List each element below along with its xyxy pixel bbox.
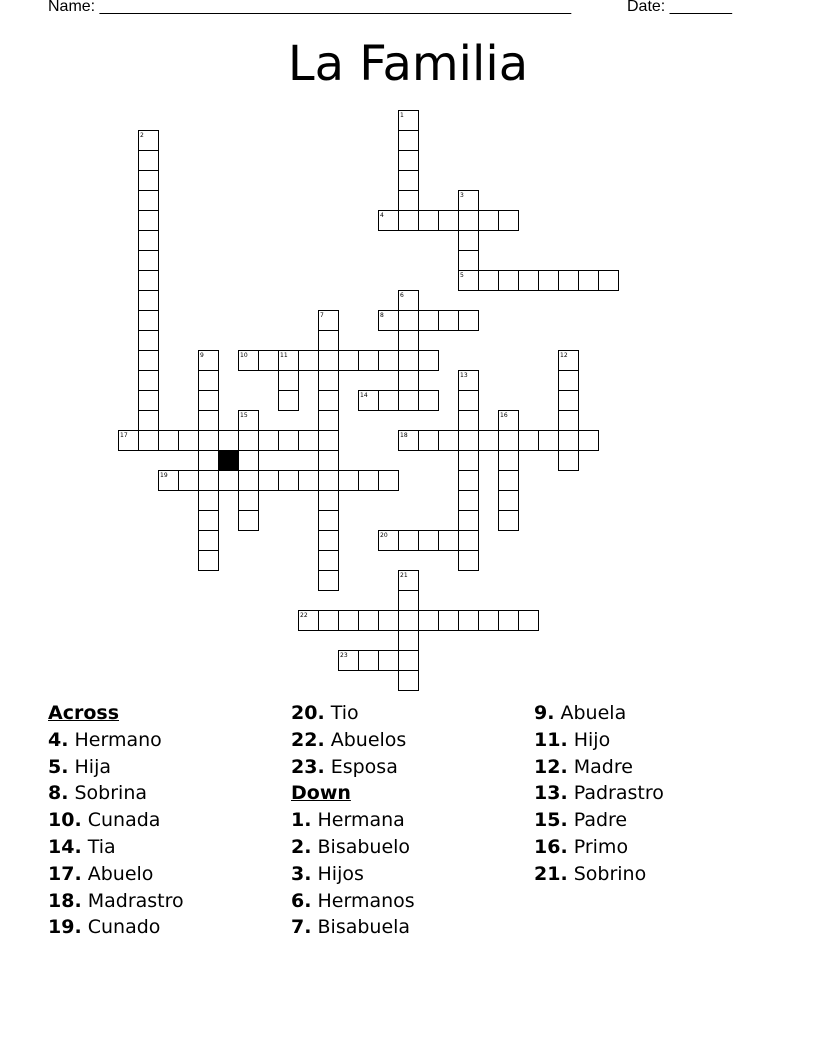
grid-cell[interactable]: [399, 311, 419, 331]
grid-cell[interactable]: [459, 431, 479, 451]
cell-number: 21: [400, 572, 408, 579]
date-line[interactable]: Date: _______: [627, 0, 732, 15]
grid-cell[interactable]: [559, 391, 579, 411]
grid-cell[interactable]: [259, 351, 279, 371]
clue-text: Cunado: [87, 916, 161, 939]
grid-cell[interactable]: [559, 431, 579, 451]
clue-item: [291, 807, 415, 834]
clue-text: Hermano: [74, 728, 162, 751]
clue-number: 8.: [48, 782, 69, 805]
grid-cell[interactable]: [399, 151, 419, 171]
grid-cell[interactable]: [439, 311, 459, 331]
clue-text: Padre: [573, 809, 628, 832]
clue-text: Tia: [87, 835, 116, 858]
clue-text: Padrastro: [573, 782, 664, 805]
cell-number: 23: [340, 652, 348, 659]
cell-number: 1: [400, 112, 404, 119]
grid-cell[interactable]: [379, 651, 399, 671]
clue-item: [534, 834, 664, 861]
clue-number: 19.: [48, 916, 82, 939]
grid-cell[interactable]: [319, 611, 339, 631]
grid-cell[interactable]: [459, 511, 479, 531]
grid-cell[interactable]: [499, 511, 519, 531]
clue-text: Hijo: [573, 728, 611, 751]
clue-number: 12.: [534, 755, 568, 778]
grid-cell[interactable]: [139, 171, 159, 191]
clue-item: [534, 780, 664, 807]
grid-cell[interactable]: [339, 471, 359, 491]
grid-cell[interactable]: [499, 491, 519, 511]
clue-item: [48, 780, 184, 807]
clue-number: 20.: [291, 702, 325, 724]
grid-cell[interactable]: [319, 411, 339, 431]
grid-cell[interactable]: [459, 551, 479, 571]
clue-number: 14.: [48, 835, 82, 858]
grid-cell[interactable]: [299, 351, 319, 371]
grid-cell[interactable]: [179, 471, 199, 491]
clue-number: 18.: [48, 889, 82, 912]
clue-item: [534, 861, 664, 888]
clue-item: [48, 861, 184, 888]
clue-number: 6.: [291, 889, 312, 912]
grid-cell[interactable]: [399, 531, 419, 551]
cell-number: 10: [240, 352, 248, 359]
clue-number: 11.: [534, 728, 568, 751]
clue-number: 10.: [48, 809, 82, 832]
cell-number: 11: [280, 352, 288, 359]
grid-cell[interactable]: [139, 191, 159, 211]
black-square: [219, 451, 239, 471]
grid-cell[interactable]: [199, 391, 219, 411]
grid-cell[interactable]: [259, 431, 279, 451]
grid-cell[interactable]: [419, 311, 439, 331]
cell-number: 9: [200, 352, 204, 359]
clue-item: [48, 834, 184, 861]
clue-item: [534, 700, 664, 727]
grid-cell[interactable]: [439, 211, 459, 231]
grid-cell[interactable]: [179, 431, 199, 451]
grid-cell[interactable]: [399, 671, 419, 691]
grid-cell[interactable]: [139, 311, 159, 331]
grid-cell[interactable]: [139, 231, 159, 251]
clue-number: 4.: [48, 728, 69, 751]
grid-cell[interactable]: [199, 471, 219, 491]
clue-item: [291, 888, 415, 915]
clue-number: 5.: [48, 755, 69, 778]
grid-cell[interactable]: [239, 511, 259, 531]
clue-item: [48, 754, 184, 781]
clue-text: Abuelos: [330, 728, 407, 751]
grid-cell[interactable]: [139, 211, 159, 231]
grid-cell[interactable]: [219, 431, 239, 451]
grid-cell[interactable]: [519, 431, 539, 451]
grid-cell[interactable]: [199, 531, 219, 551]
clue-item: [534, 754, 664, 781]
cell-number: 16: [500, 412, 508, 419]
clue-text: Hermana: [317, 809, 405, 832]
grid-cell[interactable]: [339, 351, 359, 371]
grid-cell[interactable]: [399, 131, 419, 151]
grid-cell[interactable]: [299, 471, 319, 491]
grid-cell[interactable]: [459, 251, 479, 271]
grid-cell[interactable]: [459, 491, 479, 511]
grid-cell[interactable]: [379, 611, 399, 631]
cell-number: 18: [400, 432, 408, 439]
grid-cell[interactable]: [399, 631, 419, 651]
grid-cell[interactable]: [559, 371, 579, 391]
clue-heading: Across: [48, 702, 120, 724]
clue-item: [534, 727, 664, 754]
grid-cell[interactable]: [479, 431, 499, 451]
grid-cell[interactable]: [359, 611, 379, 631]
grid-cell[interactable]: [399, 371, 419, 391]
grid-cell[interactable]: [139, 391, 159, 411]
grid-cell[interactable]: [199, 371, 219, 391]
clue-text: Abuelo: [87, 862, 154, 885]
cell-number: 13: [460, 372, 468, 379]
grid-cell[interactable]: [219, 471, 239, 491]
clue-text: Cunada: [87, 809, 161, 832]
clue-number: 9.: [534, 702, 555, 724]
grid-cell[interactable]: [519, 271, 539, 291]
clue-text: Madrastro: [87, 889, 184, 912]
grid-cell[interactable]: [299, 431, 319, 451]
clue-number: 2.: [291, 835, 312, 858]
grid-cell[interactable]: [439, 611, 459, 631]
grid-cell[interactable]: [399, 651, 419, 671]
clue-number: 7.: [291, 916, 312, 939]
grid-cell[interactable]: [139, 291, 159, 311]
clue-number: 1.: [291, 809, 312, 832]
cell-number: 7: [320, 312, 324, 319]
clue-item: [48, 807, 184, 834]
clues-column-1: [48, 700, 184, 941]
cell-number: 2: [140, 132, 144, 139]
page-title: La Familia: [287, 36, 529, 92]
grid-cell[interactable]: [459, 531, 479, 551]
grid-cell[interactable]: [499, 431, 519, 451]
grid-cell[interactable]: [439, 531, 459, 551]
clues-column-3: [534, 700, 664, 888]
clue-text: Tio: [330, 702, 359, 724]
grid-cell[interactable]: [319, 451, 339, 471]
clue-item: [291, 754, 415, 781]
grid-cell[interactable]: [579, 271, 599, 291]
cell-number: 20: [380, 532, 388, 539]
clue-text: Hermanos: [317, 889, 415, 912]
grid-cell[interactable]: [159, 431, 179, 451]
grid-cell[interactable]: [139, 351, 159, 371]
grid-cell[interactable]: [559, 451, 579, 471]
grid-cell[interactable]: [559, 411, 579, 431]
cell-number: 12: [560, 352, 568, 359]
clue-item: [291, 861, 415, 888]
grid-cell[interactable]: [459, 391, 479, 411]
clue-text: Bisabuelo: [317, 835, 411, 858]
clue-item: [291, 700, 415, 727]
clue-item: [48, 888, 184, 915]
grid-cell[interactable]: [519, 611, 539, 631]
grid-cell[interactable]: [379, 471, 399, 491]
clue-text: Bisabuela: [317, 916, 411, 939]
grid-cell[interactable]: [499, 471, 519, 491]
grid-cell[interactable]: [399, 171, 419, 191]
clue-text: Madre: [573, 755, 633, 778]
clue-text: Hija: [74, 755, 111, 778]
grid-cell[interactable]: [139, 151, 159, 171]
cell-number: 8: [380, 312, 384, 319]
cell-number: 6: [400, 292, 404, 299]
grid-cell[interactable]: [499, 451, 519, 471]
clue-text: Primo: [573, 835, 629, 858]
grid-cell[interactable]: [199, 491, 219, 511]
grid-cell[interactable]: [319, 491, 339, 511]
cell-number: 14: [360, 392, 368, 399]
grid-cell[interactable]: [459, 311, 479, 331]
grid-cell[interactable]: [359, 471, 379, 491]
name-line[interactable]: Name: _____________________________________________________: [48, 0, 572, 15]
grid-cell[interactable]: [239, 491, 259, 511]
clue-number: 23.: [291, 755, 325, 778]
grid-cell[interactable]: [319, 431, 339, 451]
grid-cell[interactable]: [579, 431, 599, 451]
clue-item: [534, 807, 664, 834]
grid-cell[interactable]: [399, 351, 419, 371]
clue-text: Esposa: [330, 755, 398, 778]
grid-cell[interactable]: [339, 611, 359, 631]
grid-cell[interactable]: [199, 431, 219, 451]
cell-number: 15: [240, 412, 248, 419]
grid-cell[interactable]: [279, 391, 299, 411]
clue-item: [48, 914, 184, 941]
grid-cell[interactable]: [319, 571, 339, 591]
clue-number: 16.: [534, 835, 568, 858]
clues-column-2: [291, 700, 415, 941]
grid-cell[interactable]: [379, 351, 399, 371]
clue-text: Sobrina: [74, 782, 148, 805]
grid-cell[interactable]: [199, 411, 219, 431]
grid-cell[interactable]: [539, 431, 559, 451]
clue-number: 22.: [291, 728, 325, 751]
grid-cell[interactable]: [319, 351, 339, 371]
grid-cell[interactable]: [419, 431, 439, 451]
cell-number: 17: [120, 432, 128, 439]
grid-cell[interactable]: [459, 611, 479, 631]
grid-cell[interactable]: [139, 431, 159, 451]
grid-cell[interactable]: [539, 271, 559, 291]
grid-cell[interactable]: [399, 611, 419, 631]
grid-cell[interactable]: [399, 391, 419, 411]
cell-number: 19: [160, 472, 168, 479]
grid-cell[interactable]: [139, 371, 159, 391]
grid-cell[interactable]: [359, 651, 379, 671]
grid-cell[interactable]: [419, 211, 439, 231]
cell-number: 4: [380, 212, 384, 219]
cell-number: 22: [300, 612, 308, 619]
grid-cell[interactable]: [459, 471, 479, 491]
grid-cell[interactable]: [459, 211, 479, 231]
grid-cell[interactable]: [199, 551, 219, 571]
grid-cell[interactable]: [599, 271, 619, 291]
grid-cell[interactable]: [479, 211, 499, 231]
clue-number: 21.: [534, 862, 568, 885]
grid-cell[interactable]: [479, 271, 499, 291]
grid-cell[interactable]: [319, 471, 339, 491]
grid-cell[interactable]: [279, 371, 299, 391]
grid-cell[interactable]: [319, 551, 339, 571]
clue-text: Abuela: [560, 702, 627, 724]
cell-number: 5: [460, 272, 464, 279]
grid-cell[interactable]: [399, 331, 419, 351]
grid-cell[interactable]: [239, 471, 259, 491]
clue-item: [291, 727, 415, 754]
clue-item: [291, 834, 415, 861]
grid-cell[interactable]: [499, 211, 519, 231]
clue-number: 13.: [534, 782, 568, 805]
grid-cell[interactable]: [379, 391, 399, 411]
grid-cell[interactable]: [479, 611, 499, 631]
clue-number: 15.: [534, 809, 568, 832]
grid-cell[interactable]: [279, 431, 299, 451]
clue-number: 3.: [291, 862, 312, 885]
grid-cell[interactable]: [199, 511, 219, 531]
grid-cell[interactable]: [459, 411, 479, 431]
grid-cell[interactable]: [419, 391, 439, 411]
grid-cell[interactable]: [499, 611, 519, 631]
grid-cell[interactable]: [399, 211, 419, 231]
grid-cell[interactable]: [319, 371, 339, 391]
clue-number: 17.: [48, 862, 82, 885]
grid-cell[interactable]: [319, 531, 339, 551]
grid-cell[interactable]: [419, 531, 439, 551]
grid-cell[interactable]: [139, 411, 159, 431]
grid-cell[interactable]: [319, 331, 339, 351]
grid-cell[interactable]: [239, 451, 259, 471]
grid-cell[interactable]: [439, 431, 459, 451]
grid-cell[interactable]: [499, 271, 519, 291]
grid-cell[interactable]: [399, 591, 419, 611]
clue-heading: Down: [291, 782, 351, 805]
grid-cell[interactable]: [139, 331, 159, 351]
clue-text: Sobrino: [573, 862, 647, 885]
grid-cell[interactable]: [199, 451, 219, 471]
grid-cell[interactable]: [559, 271, 579, 291]
grid-cell[interactable]: [399, 191, 419, 211]
grid-cell[interactable]: [319, 511, 339, 531]
grid-cell[interactable]: [459, 231, 479, 251]
grid-cell[interactable]: [419, 611, 439, 631]
grid-cell[interactable]: [239, 431, 259, 451]
grid-cell[interactable]: [359, 351, 379, 371]
grid-cell[interactable]: [279, 471, 299, 491]
grid-cell[interactable]: [259, 471, 279, 491]
grid-cell[interactable]: [139, 251, 159, 271]
clue-item: [291, 914, 415, 941]
grid-cell[interactable]: [319, 391, 339, 411]
grid-cell[interactable]: [419, 351, 439, 371]
clue-text: Hijos: [317, 862, 364, 885]
grid-cell[interactable]: [139, 271, 159, 291]
grid-cell[interactable]: [459, 451, 479, 471]
clue-item: [48, 727, 184, 754]
cell-number: 3: [460, 192, 464, 199]
